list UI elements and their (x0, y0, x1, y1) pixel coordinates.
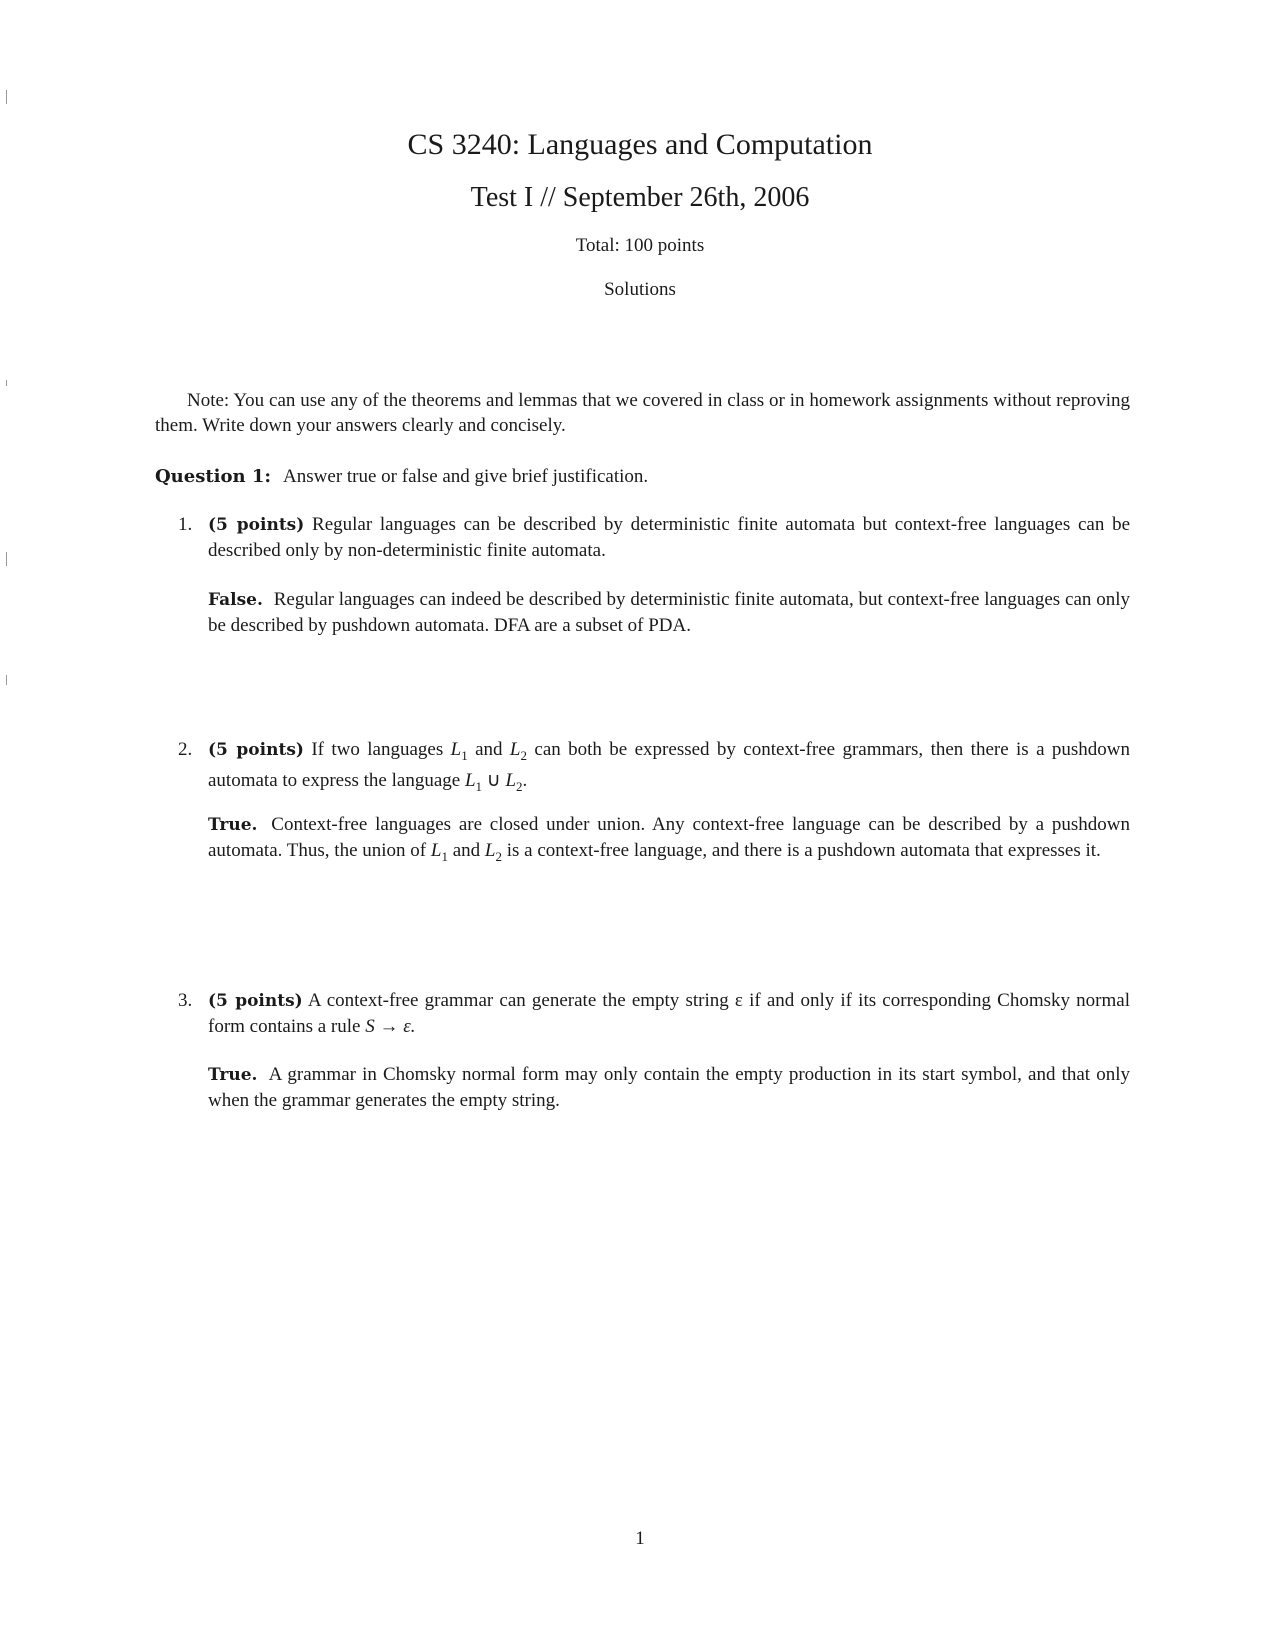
course-title: CS 3240: Languages and Computation (407, 128, 873, 161)
math-l: L (464, 769, 476, 791)
math-rule: S → ε. (365, 1016, 416, 1037)
math-sub: 2 (495, 848, 502, 864)
item-question-text: Regular languages can be described by deterministic finite automata but context-free languages can be described only by non-deterministic finite automata. (208, 514, 1131, 561)
scan-mark (6, 90, 7, 104)
scan-mark (6, 552, 7, 566)
item-answer-text: Context-free languages are closed under union. Any context-free language can be described by a pushdown automata. Thus, the union of (208, 814, 1130, 861)
math-l: L (430, 840, 442, 861)
math-sub: 2 (516, 778, 523, 794)
item-verdict: True. (208, 815, 258, 835)
math-sub: 1 (441, 848, 448, 864)
scan-mark (6, 675, 7, 685)
math-sub: 1 (475, 778, 483, 794)
item-number: 2. (178, 739, 193, 760)
item-3-question (178, 988, 1131, 1039)
item-answer-text: and (452, 840, 481, 861)
math-l: L (484, 840, 496, 861)
total-points: Total: 100 points (575, 235, 705, 256)
item-points: (5 points) (208, 515, 305, 535)
page-number: 1 (635, 1528, 645, 1549)
item-question-text: If two languages (311, 739, 444, 760)
solutions-subtitle: Solutions (604, 279, 676, 300)
item-answer-text: is a context-free language, and there is a pushdown automata that expresses it. (506, 840, 1101, 861)
math-l: L (505, 769, 517, 791)
math-sub: 1 (461, 747, 468, 763)
item-2-answer (208, 812, 1130, 869)
item-1-question (178, 512, 1131, 563)
item-question-text: and (475, 739, 503, 760)
math-sub: 2 (520, 747, 527, 763)
item-verdict: True. (208, 1065, 258, 1085)
math-l: L (509, 739, 521, 760)
question-label: Question 1: (155, 466, 272, 487)
item-answer-text: Regular languages can indeed be described by deterministic finite automata, but context-free languages can only be described by pushdown automata. DFA are a subset of PDA. (208, 589, 1130, 636)
item-question-text: can both be expressed by context-free grammars, then there is a pushdown automata to express the language (208, 739, 1131, 791)
question-instruction: Answer true or false and give brief justification. (283, 466, 649, 487)
math-l: L (450, 739, 462, 760)
item-3-answer (208, 1062, 1130, 1113)
item-1-answer (208, 587, 1130, 638)
test-title: Test I // September 26th, 2006 (470, 182, 810, 213)
item-points: (5 points) (208, 740, 304, 760)
scan-mark (6, 380, 7, 386)
math-union: ∪ (486, 769, 501, 791)
exam-note: Note: You can use any of the theorems and lemmas that we covered in class or in homework assignments without reproving them. Write down your answers clearly and concisely. (155, 390, 1130, 436)
item-answer-text: A grammar in Chomsky normal form may only contain the empty production in its start symbol, and that only when the grammar generates the empty string. (208, 1064, 1130, 1111)
item-points: (5 points) (208, 991, 303, 1011)
item-2-question: 2. (5 points) If two languages $L_1$ and $L_2$ can both be expressed by context-free grammars, then there is a pushdown automata to express the language $L_1$ ∪ $L_2$. (178, 739, 1131, 794)
item-number: 3. (178, 990, 193, 1011)
question-header (155, 464, 1130, 489)
item-question-text: A context-free grammar can generate the empty string ε if and only if its corresponding Chomsky normal form contains a rule (208, 990, 1131, 1037)
item-verdict: False. (208, 590, 263, 610)
item-number: 1. (178, 514, 193, 535)
